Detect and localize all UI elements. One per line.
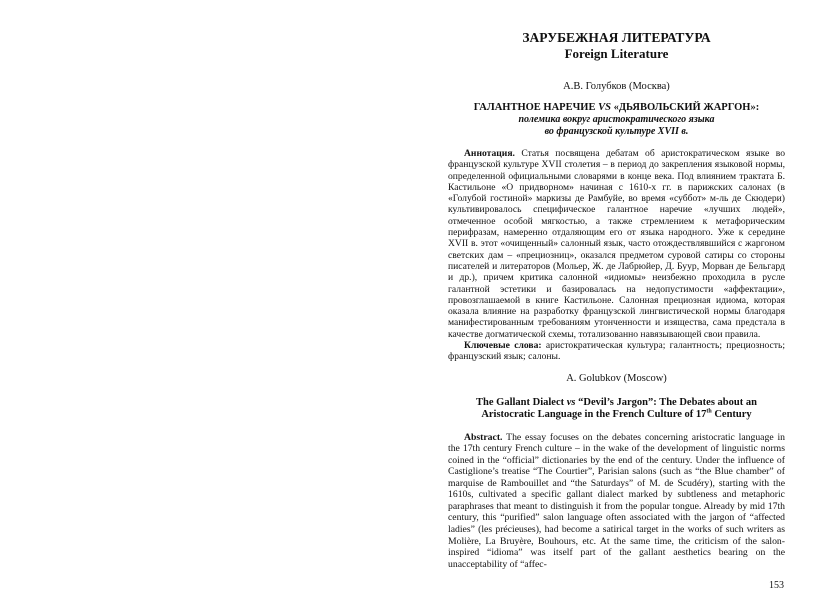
page-number: 153 <box>769 580 784 591</box>
abstract-label-ru: Аннотация. <box>464 148 515 159</box>
article-subtitle-ru-line2: во французской культуре XVII в. <box>544 125 689 137</box>
abstract-en <box>448 432 785 571</box>
abstract-label-en: Abstract. <box>464 431 503 443</box>
section-title-en: Foreign Literature <box>564 46 669 61</box>
author-ru: А.В. Голубков (Москва) <box>563 81 670 92</box>
section-title-ru: ЗАРУБЕЖНАЯ ЛИТЕРАТУРА <box>522 30 711 45</box>
abstract-text-ru: Статья посвящена дебатам об аристократическом языке во французской культуре XVII столетия – в период до закрепления языковой нормы, определенной официальными словарями в конце века. Под влиянием трактата Б. Кастильоне «О придворном» начиная с 1610-х гг. в парижских салонах (в «Голубой гостиной» маркизы де Рамбуйе, во время «суббот» м-ль де Скюдери) культивировалось специфическое галантное наречие «лучших людей», отмеченное особой мягкостью, а также стремлением к метафорическим перифразам, намеренно отдаляющим его от языка народного. Уже к середине XVII в. этот «очищенный» салонный язык, часто отождествлявшийся с жаргоном светских дам – «прециозниц», оказался предметом суровой сатиры со стороны писателей и литераторов (Мольер, Ж. де Лабрюйер, Д. Буур, Морван де Бельгард и др.), причем критика салонной «идиомы» неизбежно проходила в русле галантной эстетики и базировалась на недопустимости «аффектации», провозглашаемой в книге Кастильоне. Салонная прециозная идиома, которая оказала влияние на разработку французской лингвистической нормы благодаря манифестированным требованиям утонченности и изящества, сама предстала в качестве догматической схемы, тотализованно навязывающей свои правила. <box>448 148 785 340</box>
keywords-label-ru: Ключевые слова: <box>464 340 542 352</box>
article-subtitle-ru-line1: полемика вокруг аристократического языка <box>518 114 715 125</box>
article-title-ru: ГАЛАНТНОЕ НАРЕЧИЕ VS «ДЬЯВОЛЬСКИЙ ЖАРГОН»: <box>473 102 760 113</box>
abstract-ru <box>448 148 785 340</box>
article-page <box>448 30 785 570</box>
keywords-text-ru: аристократическая культура; галантность; прециозность; французский язык; салоны. <box>448 340 785 363</box>
keywords-ru <box>448 340 785 363</box>
article-title-en-line2: Aristocratic Language in the French Culture of 17th Century <box>481 408 752 421</box>
abstract-text-en: The essay focuses on the debates concerning aristocratic language in the 17th century French culture – in the wake of the development of linguistic norms coined in the “official” dictionaries by the end of the century. Under the influence of Castiglione’s treatise “The Courtier”, Parisian salons (such as “the Blue chamber” of marquise de Rambouillet and “the Saturdays” of M. de Scudéry), starting with the 1610s, cultivated a specific gallant dialect marked by subtleness and metaphoric paraphrases that meant to distinguish it from the popular tongue. Already by mid 17th century, this “purified” salon language often associated with the jargon of “affected ladies” (les précieuses), had become a satirical target in the works of such writers as Molière, La Bruyère, Bouhours, etc. At the same time, the criticism of the salon-inspired “idioma” was itself part of the gallant aesthetics bearing on the unacceptability of “affec- <box>448 431 785 570</box>
article-title-en-line1: The Gallant Dialect vs “Devil’s Jargon”: The Debates about an <box>476 396 757 408</box>
author-en: A. Golubkov (Moscow) <box>566 372 667 384</box>
